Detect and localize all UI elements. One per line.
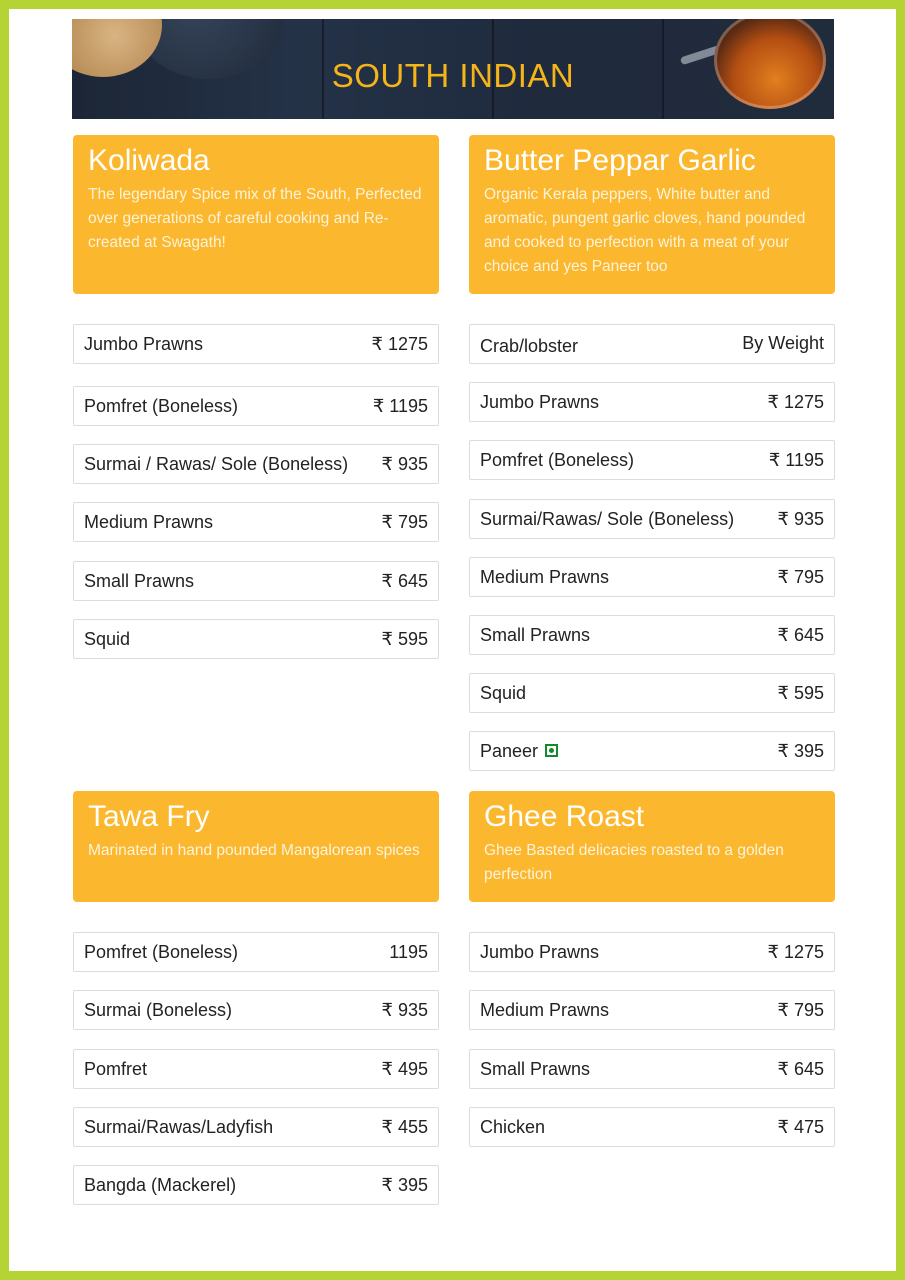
item-name: Squid bbox=[84, 628, 131, 649]
menu-item[interactable] bbox=[73, 324, 439, 364]
menu-item[interactable] bbox=[73, 932, 439, 972]
menu-item[interactable] bbox=[469, 499, 835, 539]
section-description: Marinated in hand pounded Mangalorean spices bbox=[88, 842, 420, 859]
item-name-wrap bbox=[480, 741, 558, 762]
item-price: ₹ 595 bbox=[777, 682, 824, 703]
menu-item[interactable] bbox=[469, 731, 835, 771]
item-name: Surmai/Rawas/Ladyfish bbox=[84, 1116, 274, 1137]
menu-item[interactable] bbox=[469, 382, 835, 422]
item-name: Chicken bbox=[480, 1116, 546, 1137]
menu-item[interactable] bbox=[469, 615, 835, 655]
item-price: ₹ 395 bbox=[777, 740, 824, 761]
item-price: ₹ 795 bbox=[777, 566, 824, 587]
section-header-ghee-roast bbox=[469, 791, 835, 902]
menu-item[interactable] bbox=[73, 502, 439, 542]
section-header-tawa-fry bbox=[73, 791, 439, 902]
item-name: Surmai/Rawas/ Sole (Boneless) bbox=[480, 508, 735, 529]
banner-title: SOUTH INDIAN bbox=[331, 57, 575, 94]
veg-icon bbox=[545, 744, 558, 757]
menu-item[interactable] bbox=[73, 1107, 439, 1147]
menu-item[interactable] bbox=[469, 990, 835, 1030]
menu-item[interactable] bbox=[73, 1165, 439, 1205]
item-name: Bangda (Mackerel) bbox=[84, 1174, 237, 1195]
item-price: ₹ 1195 bbox=[768, 449, 824, 470]
item-price: ₹ 1195 bbox=[372, 395, 428, 416]
item-name: Jumbo Prawns bbox=[480, 941, 600, 962]
item-price: ₹ 1275 bbox=[767, 391, 824, 412]
item-price: ₹ 935 bbox=[381, 999, 428, 1020]
menu-item[interactable] bbox=[469, 1049, 835, 1089]
menu-item[interactable] bbox=[73, 1049, 439, 1089]
menu-item[interactable] bbox=[73, 386, 439, 426]
item-name: Pomfret (Boneless) bbox=[84, 395, 239, 416]
section-title: Tawa Fry bbox=[88, 800, 210, 833]
item-price: ₹ 795 bbox=[381, 511, 428, 532]
item-name: Medium Prawns bbox=[480, 566, 610, 587]
menu-item[interactable] bbox=[469, 440, 835, 480]
item-price: ₹ 1275 bbox=[767, 941, 824, 962]
item-name: Crab/lobster bbox=[480, 336, 579, 356]
menu-item[interactable] bbox=[469, 673, 835, 713]
menu-item[interactable] bbox=[73, 444, 439, 484]
item-price: ₹ 645 bbox=[777, 1058, 824, 1079]
item-price: By Weight bbox=[742, 333, 824, 353]
item-name: Squid bbox=[480, 682, 527, 703]
item-price: ₹ 495 bbox=[381, 1058, 428, 1079]
item-price: ₹ 795 bbox=[777, 999, 824, 1020]
item-name: Surmai / Rawas/ Sole (Boneless) bbox=[84, 453, 349, 474]
item-price: ₹ 935 bbox=[777, 508, 824, 529]
menu-item[interactable] bbox=[469, 932, 835, 972]
section-description: The legendary Spice mix of the South, Perfected over generations of careful cooking and Re-created at Swagath! bbox=[88, 186, 422, 251]
menu-item[interactable] bbox=[73, 561, 439, 601]
item-price: ₹ 1275 bbox=[371, 333, 428, 354]
item-name: Small Prawns bbox=[84, 570, 195, 591]
section-header-butter-peppar-garlic bbox=[469, 135, 835, 294]
section-title: Koliwada bbox=[88, 144, 210, 177]
item-name: Medium Prawns bbox=[480, 999, 610, 1020]
section-title: Butter Peppar Garlic bbox=[484, 144, 756, 177]
menu-item[interactable] bbox=[73, 990, 439, 1030]
menu-item[interactable] bbox=[469, 557, 835, 597]
item-price: 1195 bbox=[389, 941, 428, 962]
item-name: Pomfret (Boneless) bbox=[84, 941, 239, 962]
item-name: Medium Prawns bbox=[84, 511, 214, 532]
item-name: Pomfret (Boneless) bbox=[480, 449, 635, 470]
section-header-koliwada bbox=[73, 135, 439, 294]
menu-item[interactable] bbox=[469, 1107, 835, 1147]
item-price: ₹ 455 bbox=[381, 1116, 428, 1137]
item-name: Surmai (Boneless) bbox=[84, 999, 233, 1020]
section-description: Ghee Basted delicacies roasted to a golden perfection bbox=[484, 842, 784, 883]
section-banner bbox=[72, 19, 834, 119]
menu-item[interactable] bbox=[469, 324, 835, 364]
section-title: Ghee Roast bbox=[484, 800, 645, 833]
item-name: Jumbo Prawns bbox=[480, 391, 600, 412]
item-name: Jumbo Prawns bbox=[84, 333, 204, 354]
item-price: ₹ 645 bbox=[381, 570, 428, 591]
item-price: ₹ 645 bbox=[777, 624, 824, 645]
item-price: ₹ 595 bbox=[381, 628, 428, 649]
item-name: Small Prawns bbox=[480, 624, 591, 645]
item-price: ₹ 475 bbox=[777, 1116, 824, 1137]
item-price: ₹ 935 bbox=[381, 453, 428, 474]
item-name: Pomfret bbox=[84, 1058, 148, 1079]
section-description: Organic Kerala peppers, White butter and aromatic, pungent garlic cloves, hand pounded and cooked to perfection with a meat of your choice and yes Paneer too bbox=[484, 186, 806, 275]
item-name: Paneer bbox=[480, 740, 539, 761]
item-price: ₹ 395 bbox=[381, 1174, 428, 1195]
menu-item[interactable] bbox=[73, 619, 439, 659]
item-name: Small Prawns bbox=[480, 1058, 591, 1079]
